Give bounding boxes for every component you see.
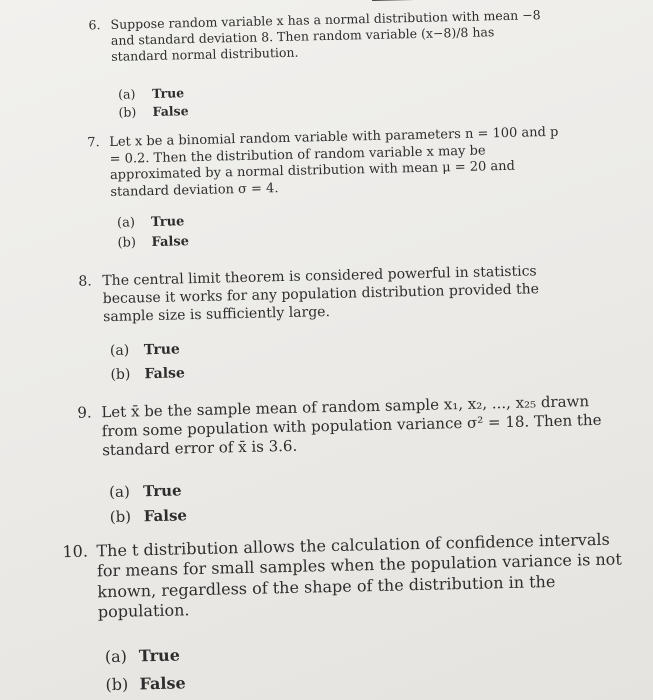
option-label: (a) — [109, 342, 130, 359]
option-label: (a) — [117, 86, 136, 102]
question-text: The central limit theorem is considered powerful in statistics because it works for any population distribution provided the sample size is sufficiently large. — [102, 263, 540, 325]
option-value: False — [144, 364, 186, 382]
option-value: True — [150, 213, 185, 230]
option-value: False — [143, 506, 188, 526]
option-value: False — [139, 673, 186, 694]
option-b — [110, 497, 604, 527]
option-label: (a) — [104, 646, 128, 667]
option-label: (a) — [108, 482, 131, 501]
question-number: 10. — [62, 541, 89, 562]
question-text: Let x̄ be the sample mean of random sample x₁, x₂, ..., x₂₅ drawn from some population with population variance σ² = 18. Then the standard error of x̄ is 3.6. — [101, 392, 602, 460]
option-b — [105, 664, 627, 696]
question-number: 8. — [78, 273, 92, 290]
question-text: The t distribution allows the calculation of confidence intervals for means for small samples when the population variance is not known, regardless of the shape of the distribution in the population. — [96, 529, 622, 622]
question-number: 7. — [87, 135, 100, 151]
option-label: (a) — [116, 214, 136, 231]
option-label: (b) — [109, 507, 132, 526]
option-label: (b) — [105, 675, 129, 695]
question-8 — [78, 262, 580, 384]
option-b — [110, 356, 580, 385]
option-value: True — [138, 645, 181, 666]
option-label: (b) — [118, 104, 137, 120]
question-number: 9. — [77, 403, 92, 422]
option-label: (b) — [110, 366, 131, 383]
top-rule — [372, 0, 652, 1]
question-number: 6. — [88, 17, 101, 33]
question-9 — [77, 392, 604, 527]
question-text: Let x be a binomial random variable with parameters n = 100 and p = 0.2. Then the distribution of random variable x may be approximated by a normal distribution with mean μ = 20 and standard deviation σ = 4. — [109, 124, 559, 200]
question-6 — [88, 7, 552, 121]
question-7 — [87, 124, 562, 253]
option-value: False — [151, 234, 190, 251]
option-value: True — [151, 85, 185, 101]
option-value: True — [142, 480, 182, 500]
question-text: Suppose random variable x has a normal distribution with mean −8 and standard deviation 8. Then random variable (x−8)/8 has standard normal distribution. — [110, 7, 541, 64]
option-value: True — [143, 341, 180, 358]
question-10 — [62, 529, 627, 696]
option-label: (b) — [117, 235, 137, 251]
option-value: False — [152, 103, 189, 119]
